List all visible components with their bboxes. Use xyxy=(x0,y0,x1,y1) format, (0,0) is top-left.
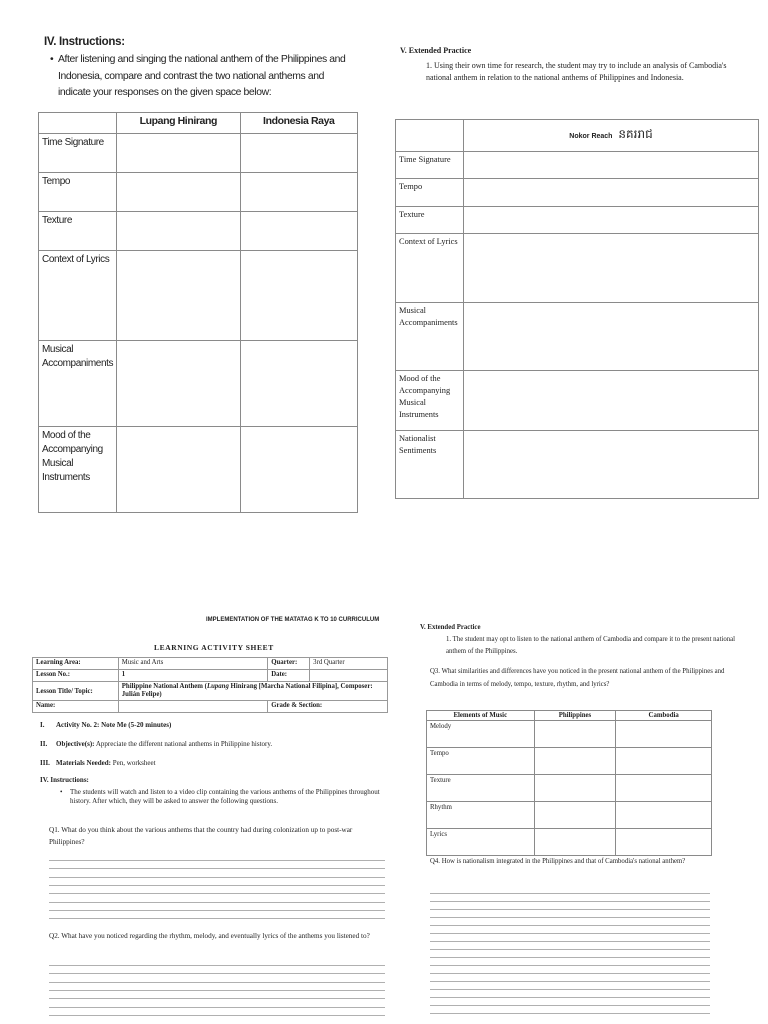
row-label: Melody xyxy=(427,721,535,748)
answer-cell[interactable] xyxy=(463,234,758,303)
quarter-value: 3rd Quarter xyxy=(310,658,388,670)
answer-cell[interactable] xyxy=(240,427,357,513)
table-row xyxy=(396,371,759,431)
answer-line[interactable] xyxy=(49,1007,385,1008)
bullet-icon: • xyxy=(50,54,54,65)
answer-line[interactable] xyxy=(430,949,710,950)
row-label: Tempo xyxy=(396,179,464,207)
answer-cell[interactable] xyxy=(534,802,616,829)
elements-of-music-table xyxy=(426,710,712,856)
answer-cell[interactable] xyxy=(117,173,240,212)
answer-cell[interactable] xyxy=(240,251,357,341)
answer-line[interactable] xyxy=(49,1015,385,1016)
learning-area-label: Learning Area: xyxy=(33,658,119,670)
answer-line[interactable] xyxy=(49,910,385,911)
row-label: Tempo xyxy=(427,748,535,775)
row-label: Mood of the Accompanying Musical Instruments xyxy=(396,371,464,431)
row-label: Context of Lyrics xyxy=(396,234,464,303)
table-row xyxy=(427,775,712,802)
question-3: Q3. What similarities and differences have you noticed in the present national anthem of the Philippines and Cambodia in terms of melody, tempo, texture, rhythm, and lyrics? xyxy=(430,668,725,688)
table-corner xyxy=(39,113,117,134)
answer-cell[interactable] xyxy=(616,802,712,829)
column-header-elements: Elements of Music xyxy=(427,711,535,721)
table-row xyxy=(39,427,358,513)
name-label: Name: xyxy=(33,701,119,713)
answer-cell[interactable] xyxy=(534,748,616,775)
materials-line: III. Materials Needed: Pen, worksheet xyxy=(40,759,156,767)
table-row xyxy=(427,748,712,775)
extended-practice-heading: V. Extended Practice xyxy=(420,624,481,631)
answer-line[interactable] xyxy=(49,868,385,869)
answer-line[interactable] xyxy=(49,860,385,861)
lesson-no-label: Lesson No.: xyxy=(33,670,119,682)
question-2: Q2. What have you noticed regarding the rhythm, melody, and eventually lyrics of the anthems you listened to? xyxy=(49,932,370,940)
row-label: Texture xyxy=(427,775,535,802)
lesson-no-value: 1 xyxy=(118,670,267,682)
answer-line[interactable] xyxy=(430,917,710,918)
column-header-indonesia-raya: Indonesia Raya xyxy=(240,113,357,134)
lesson-title-value: Philippine National Anthem (Lupang Hinirang [Marcha National Filipina], Composer: Julián Felipe) xyxy=(118,682,387,701)
column-header-lupang-hinirang: Lupang Hinirang xyxy=(117,113,240,134)
answer-line[interactable] xyxy=(430,997,710,998)
row-label: Time Signature xyxy=(39,134,117,173)
answer-line[interactable] xyxy=(430,989,710,990)
answer-cell[interactable] xyxy=(240,134,357,173)
table-row xyxy=(427,829,712,856)
row-label: Musical Accompaniments xyxy=(396,303,464,371)
answer-line[interactable] xyxy=(430,973,710,974)
table-corner xyxy=(396,120,464,152)
answer-line[interactable] xyxy=(430,933,710,934)
answer-cell[interactable] xyxy=(117,251,240,341)
answer-cell[interactable] xyxy=(534,721,616,748)
lesson-title-label: Lesson Title/ Topic: xyxy=(33,682,119,701)
table-row xyxy=(396,179,759,207)
answer-line[interactable] xyxy=(430,981,710,982)
column-header-philippines: Philippines xyxy=(534,711,616,721)
answer-cell[interactable] xyxy=(463,431,758,499)
lesson-info-table xyxy=(32,657,388,713)
answer-cell[interactable] xyxy=(534,829,616,856)
answer-line[interactable] xyxy=(49,973,385,974)
anthem-comparison-table xyxy=(38,112,358,513)
answer-line[interactable] xyxy=(430,925,710,926)
answer-line[interactable] xyxy=(49,982,385,983)
date-field[interactable] xyxy=(310,670,388,682)
row-label: Texture xyxy=(39,212,117,251)
answer-cell[interactable] xyxy=(240,212,357,251)
answer-line[interactable] xyxy=(430,893,710,894)
answer-cell[interactable] xyxy=(616,748,712,775)
table-row xyxy=(396,234,759,303)
name-field[interactable] xyxy=(118,701,267,713)
answer-cell[interactable] xyxy=(463,303,758,371)
row-label: Texture xyxy=(396,207,464,234)
answer-line[interactable] xyxy=(430,965,710,966)
instructions-heading: IV. Instructions: xyxy=(40,776,89,784)
extended-practice-item: 1. The student may opt to listen to the national anthem of Cambodia and compare it to the present national anthem of the Philippines. xyxy=(446,636,736,655)
instructions-bullet: • After listening and singing the national anthem of the Philippines and Indonesia, compare and contrast the two national anthems and indicate your responses on the given space below: xyxy=(50,54,346,98)
extended-practice-heading: V. Extended Practice xyxy=(400,46,472,55)
answer-line[interactable] xyxy=(49,990,385,991)
answer-cell[interactable] xyxy=(117,134,240,173)
answer-line[interactable] xyxy=(49,998,385,999)
row-label: Lyrics xyxy=(427,829,535,856)
answer-line[interactable] xyxy=(430,1005,710,1006)
question-1: Q1. What do you think about the various anthems that the country had during colonization up to post-war Philippines? xyxy=(49,826,353,846)
table-row xyxy=(396,303,759,371)
table-row xyxy=(39,251,358,341)
answer-line[interactable] xyxy=(49,918,385,919)
table-row xyxy=(396,431,759,499)
answer-line[interactable] xyxy=(430,909,710,910)
bullet-icon: • xyxy=(60,788,63,796)
answer-cell[interactable] xyxy=(117,212,240,251)
activity-line: I. Activity No. 2: Note Me (5-20 minutes) xyxy=(40,721,172,729)
answer-line[interactable] xyxy=(49,965,385,966)
answer-cell[interactable] xyxy=(240,341,357,427)
column-header-cambodia: Cambodia xyxy=(616,711,712,721)
row-label: Mood of the Accompanying Musical Instruments xyxy=(39,427,117,513)
nokor-reach-table xyxy=(395,119,759,499)
objective-line: II. Objective(s): Appreciate the different national anthems in Philippine history. xyxy=(40,740,273,748)
table-row xyxy=(39,173,358,212)
answer-line[interactable] xyxy=(430,941,710,942)
answer-line[interactable] xyxy=(49,902,385,903)
learning-area-value: Music and Arts xyxy=(118,658,267,670)
question-4: Q4. How is nationalism integrated in the Philippines and that of Cambodia's national anthem? xyxy=(430,858,686,865)
table-row xyxy=(396,152,759,179)
answer-line[interactable] xyxy=(49,877,385,878)
answer-cell[interactable] xyxy=(534,775,616,802)
answer-cell[interactable] xyxy=(616,721,712,748)
extended-practice-item: 1. Using their own time for research, the student may try to include an analysis of Cambodia's national anthem in relation to the national anthems of Philippines and Indonesia. xyxy=(426,61,727,82)
instructions-bullet: • The students will watch and listen to a video clip containing the various anthems of the Philippines throughout history. After which, they will be asked to answer the following questions. xyxy=(60,788,380,805)
answer-cell[interactable] xyxy=(117,341,240,427)
row-label: Tempo xyxy=(39,173,117,212)
row-label: Rhythm xyxy=(427,802,535,829)
answer-cell[interactable] xyxy=(240,173,357,212)
table-row xyxy=(427,721,712,748)
table-row xyxy=(396,207,759,234)
quarter-label: Quarter: xyxy=(268,658,310,670)
answer-line[interactable] xyxy=(430,901,710,902)
table-row xyxy=(39,134,358,173)
answer-line[interactable] xyxy=(49,885,385,886)
answer-cell[interactable] xyxy=(463,207,758,234)
row-label: Time Signature xyxy=(396,152,464,179)
table-row xyxy=(39,341,358,427)
table-row xyxy=(39,212,358,251)
row-label: Musical Accompaniments xyxy=(39,341,117,427)
column-header-nokor-reach: Nokor Reach នគររាជ xyxy=(463,120,758,152)
answer-cell[interactable] xyxy=(463,152,758,179)
row-label: Context of Lyrics xyxy=(39,251,117,341)
answer-line[interactable] xyxy=(430,957,710,958)
answer-line[interactable] xyxy=(49,893,385,894)
row-label: Nationalist Sentiments xyxy=(396,431,464,499)
answer-line[interactable] xyxy=(430,1013,710,1014)
table-row xyxy=(427,802,712,829)
curriculum-header: IMPLEMENTATION OF THE MATATAG K TO 10 CURRICULUM xyxy=(206,617,380,623)
answer-cell[interactable] xyxy=(463,179,758,207)
answer-cell[interactable] xyxy=(117,427,240,513)
answer-cell[interactable] xyxy=(463,371,758,431)
instructions-heading: IV. Instructions: xyxy=(44,36,125,48)
grade-section-field[interactable]: Grade & Section: xyxy=(268,701,388,713)
answer-cell[interactable] xyxy=(616,775,712,802)
sheet-title: LEARNING ACTIVITY SHEET xyxy=(154,643,274,652)
date-label: Date: xyxy=(268,670,310,682)
answer-cell[interactable] xyxy=(616,829,712,856)
